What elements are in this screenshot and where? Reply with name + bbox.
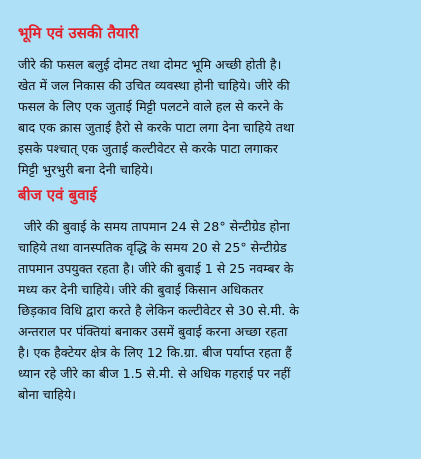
- paragraph-line: है। एक हैक्टेयर क्षेत्र के लिए 12 कि.ग्रा. बीज पर्याप्त रहता हैं: [18, 345, 292, 360]
- section-heading-soil: भूमि एवं उसकी तैयारी: [18, 24, 139, 42]
- paragraph-line: जीरे की फसल बलुई दोमट तथा दोमट भूमि अच्छी होती है।: [18, 57, 282, 72]
- paragraph-line: ध्यान रहे जीरे का बीज 1.5 से.मी. से अधिक गहराई पर नहीं: [18, 366, 291, 381]
- paragraph-line: मिट्टी भुरभुरी बना देनी चाहिये।: [18, 162, 154, 177]
- paragraph-line: छिड़काव विधि द्वारा करते है लेकिन कल्टीवेटर से 30 से.मी. के: [18, 303, 299, 318]
- paragraph-line: बाद एक क्रास जुताई हैरो से करके पाटा लगा देना चाहिये तथा: [18, 120, 295, 135]
- paragraph-soil: [18, 54, 407, 180]
- paragraph-line: बोना चाहिये।: [18, 387, 76, 402]
- paragraph-sowing: [18, 216, 407, 405]
- paragraph-line: जीरे की बुवाई के समय तापमान 24 से 28° सेन्टीग्रेड होना: [24, 219, 290, 234]
- paragraph-line: चाहिये तथा वानस्पतिक वृद्धि के समय 20 से 25° सेन्टीग्रेड: [18, 240, 287, 255]
- paragraph-line: तापमान उपयुक्त रहता है। जीरे की बुवाई 1 से 25 नवम्बर के: [18, 261, 294, 276]
- section-heading-sowing: बीज एवं बुवाई: [18, 186, 97, 204]
- paragraph-line: मध्य कर देनी चाहिये। जीरे की बुवाई किसान अधिकतर: [18, 282, 264, 297]
- paragraph-line: खेत में जल निकास की उचित व्यवस्था होनी चाहिये। जीरे की: [18, 78, 290, 93]
- paragraph-line: अन्तराल पर पंक्तियां बनाकर उसमें बुवाई करना अच्छा रहता: [18, 324, 288, 339]
- paragraph-line: इसके पश्चात् एक जुताई कल्टीवेटर से करके पाटा लगाकर: [18, 141, 278, 156]
- paragraph-line: फसल के लिए एक जुताई मिट्टी पलटने वाले हल से करने के: [18, 99, 284, 114]
